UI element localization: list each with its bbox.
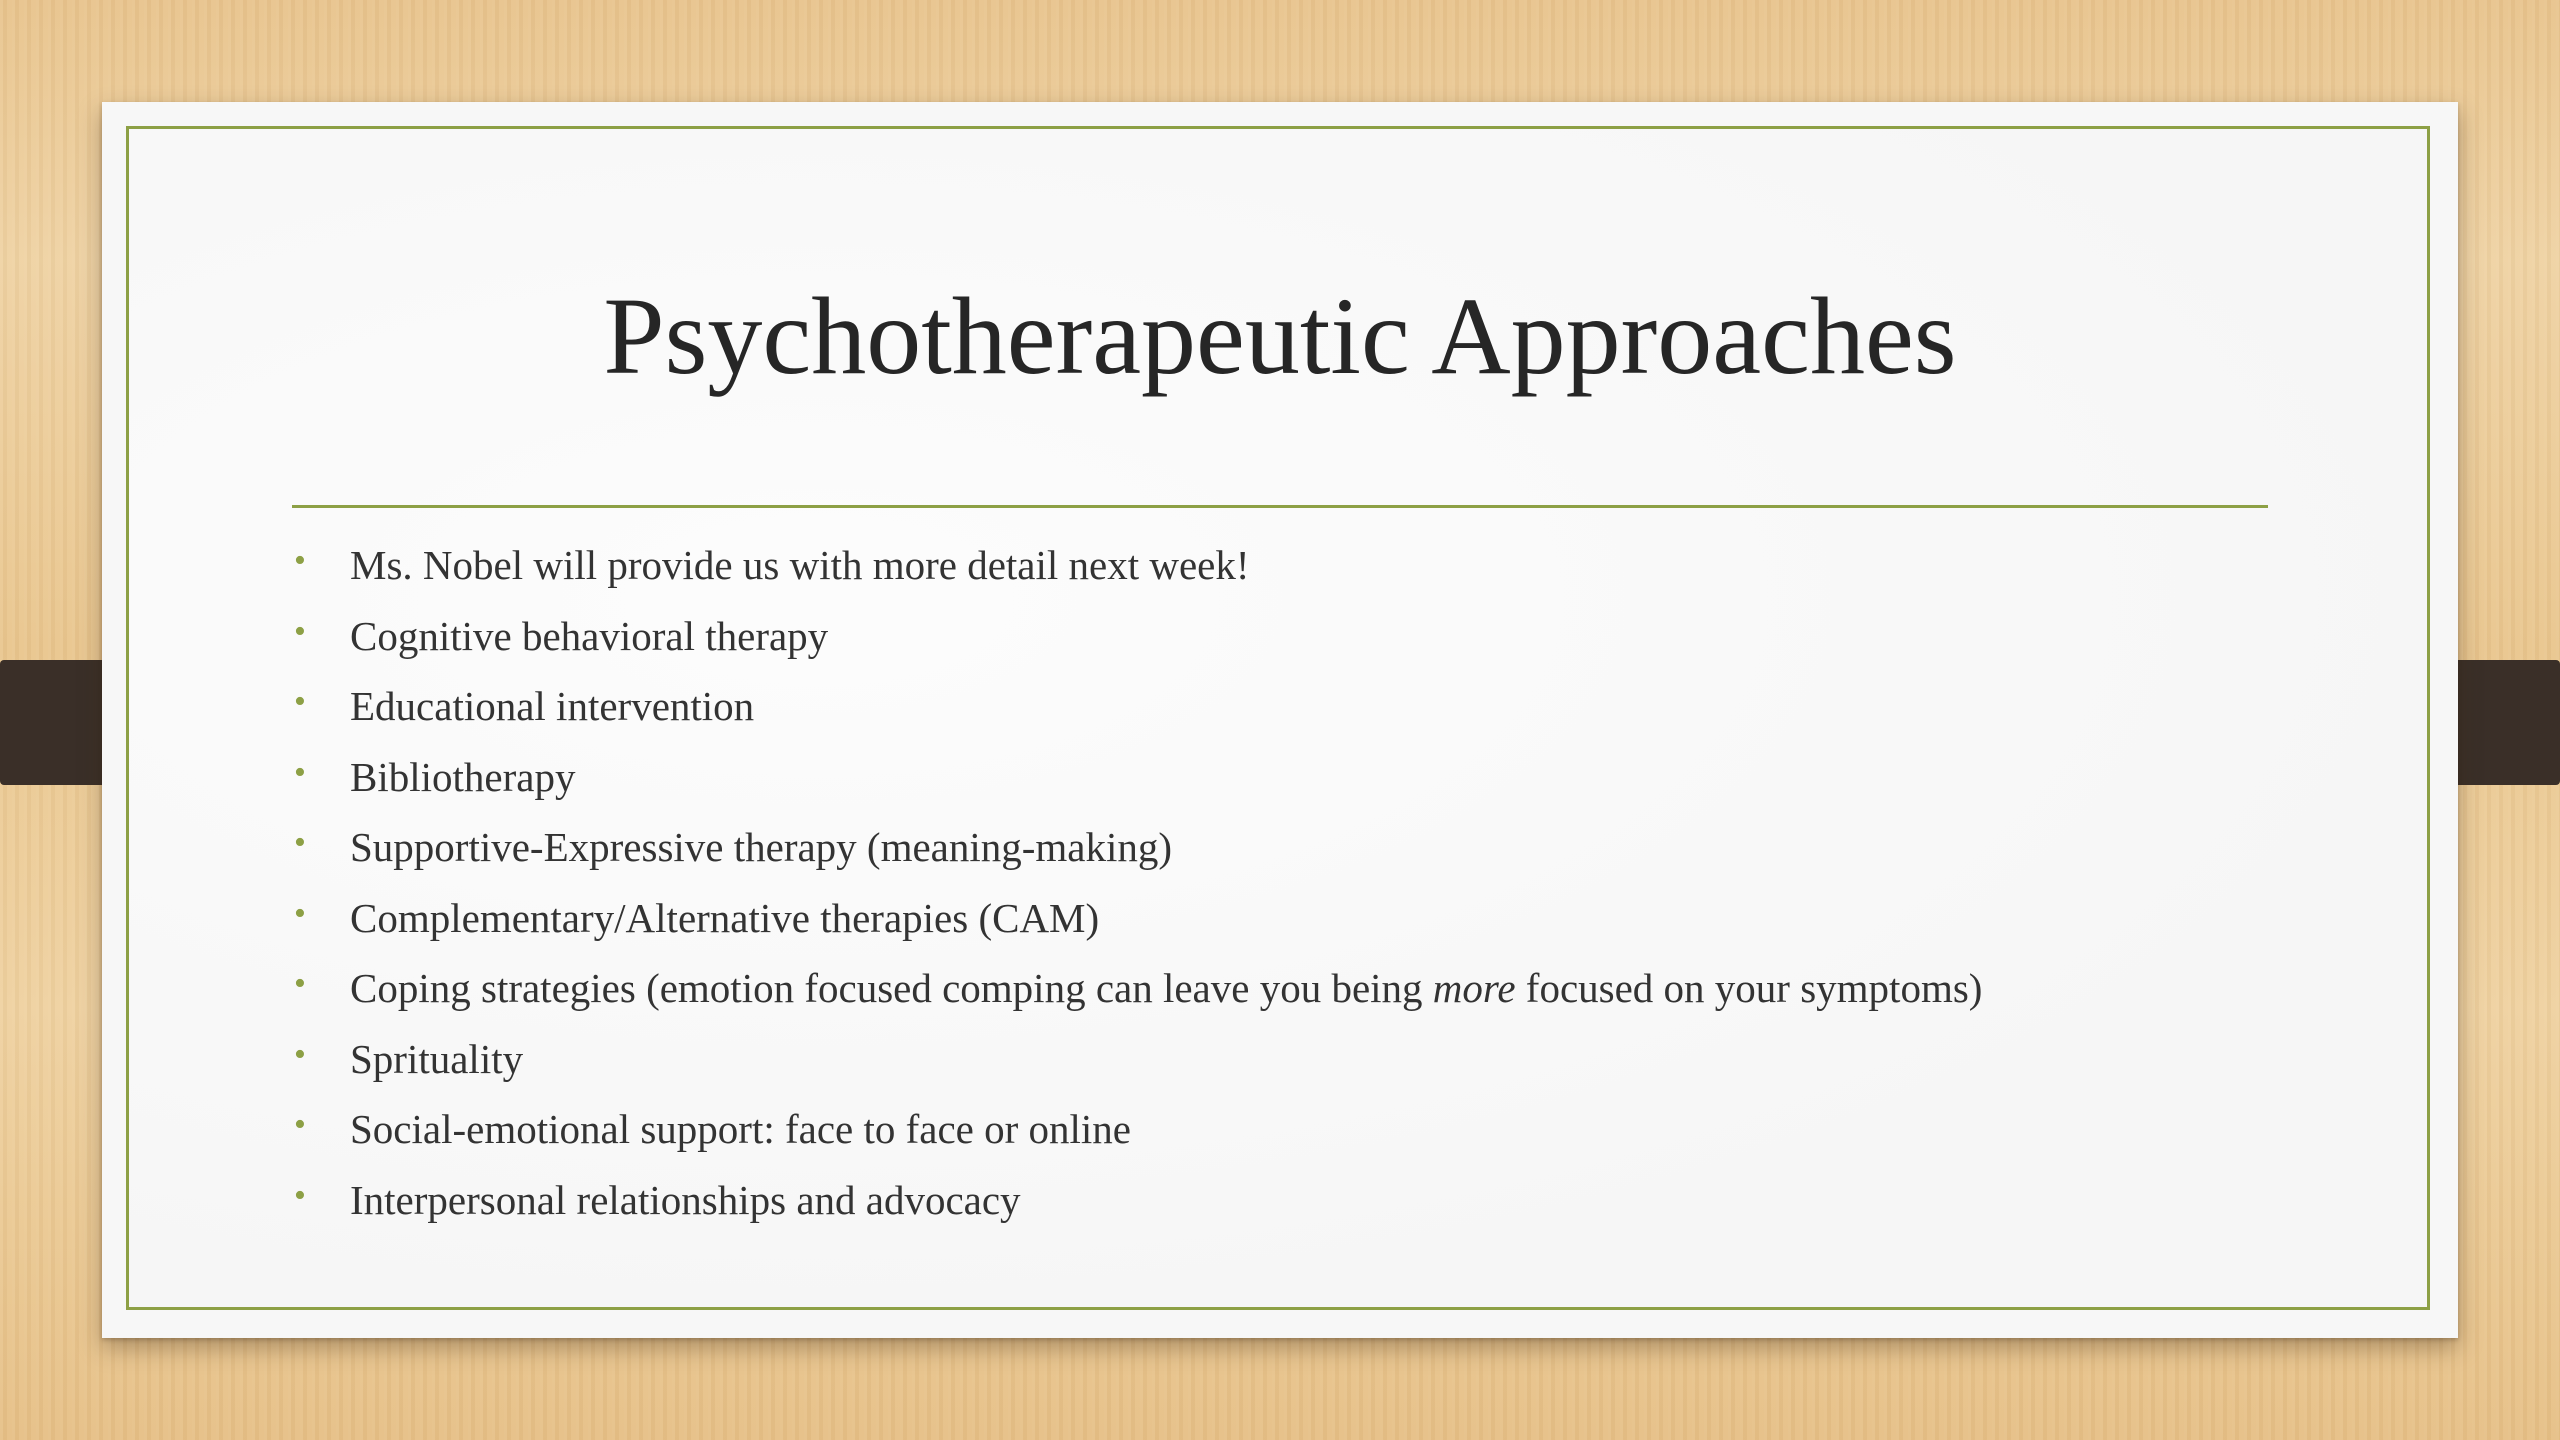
bullet-text: Cognitive behavioral therapy — [350, 612, 829, 659]
bullet-text-before: Coping strategies (emotion focused comping can leave you being — [350, 965, 1433, 1011]
bullet-text: Bibliotherapy — [350, 753, 576, 800]
slide-title: Psychotherapeutic Approaches — [603, 275, 1957, 397]
bullet-dot-icon: • — [294, 612, 306, 650]
bullet-dot-icon: • — [294, 1035, 306, 1073]
bullet-item — [292, 883, 2292, 954]
bullet-dot-icon: • — [294, 1106, 306, 1143]
bullet-text: Educational intervention — [350, 683, 755, 729]
bullet-item — [292, 812, 2292, 883]
bullet-item — [292, 953, 2292, 1024]
bullet-item — [292, 1094, 2292, 1165]
bullet-dot-icon: • — [294, 894, 306, 932]
bullet-text: Sprituality — [350, 1035, 524, 1082]
bullet-dot-icon: • — [294, 683, 306, 720]
bullet-list — [292, 530, 2292, 1235]
bullet-dot-icon: • — [294, 1176, 306, 1214]
bullet-emphasis: more — [1432, 965, 1516, 1011]
bullet-dot-icon: • — [294, 965, 306, 1002]
bullet-item — [292, 601, 2292, 672]
bullet-text-after: focused on your symptoms) — [1515, 965, 1983, 1011]
bullet-item — [292, 1165, 2292, 1236]
bullet-text: Ms. Nobel will provide us with more detail next week! — [350, 542, 1250, 588]
bullet-text: Supportive-Expressive therapy (meaning-making) — [350, 824, 1173, 870]
bullet-item — [292, 742, 2292, 813]
bullet-text: Complementary/Alternative therapies (CAM) — [350, 894, 1100, 941]
bullet-item — [292, 530, 2292, 601]
bullet-dot-icon: • — [294, 542, 306, 579]
bullet-item — [292, 1024, 2292, 1095]
bullet-dot-icon: • — [294, 753, 306, 791]
bullet-item — [292, 671, 2292, 742]
bullet-text: Social-emotional support: face to face or online — [350, 1106, 1132, 1152]
title-divider — [292, 505, 2268, 508]
bullet-dot-icon: • — [294, 824, 306, 861]
bullet-text: Interpersonal relationships and advocacy — [350, 1176, 1021, 1223]
